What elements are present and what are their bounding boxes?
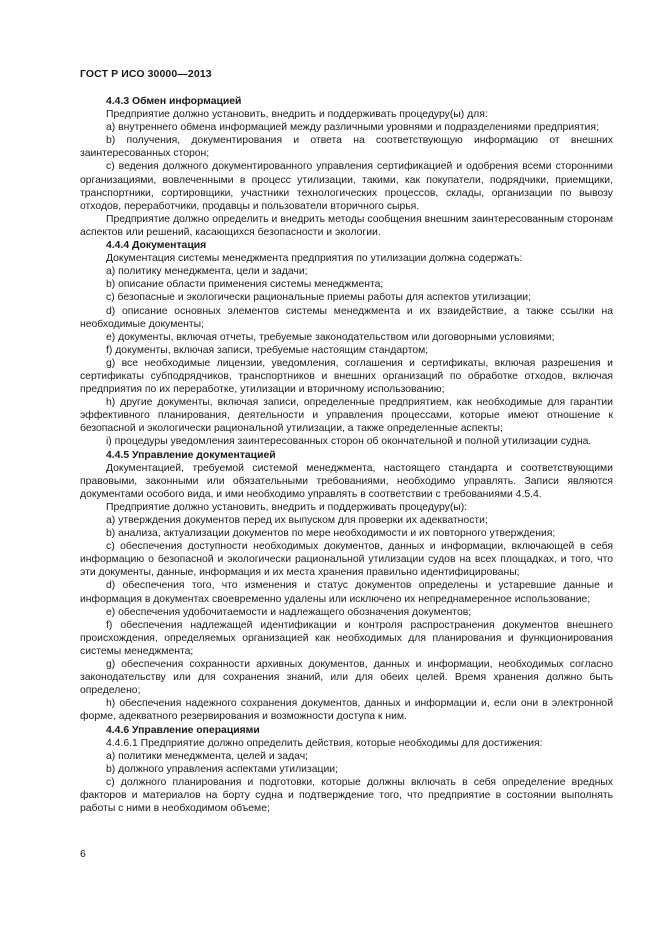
list-item: a) утверждения документов перед их выпуском для проверки их адекватности; [106,515,488,526]
document-header: ГОСТ Р ИСО 30000—2013 [80,68,212,80]
list-item: d) обеспечения того, что изменения и статус документов определены и устаревшие данные и информация в документах своевременно удалены или исключено их непреднамеренное использование; [80,580,613,605]
list-item: e) обеспечения удобочитаемости и надлежащего обозначения документов; [106,606,472,618]
list-item: f) документы, включая записи, требуемые настоящим стандартом; [106,344,429,356]
list-item: a) политики менеджмента, целей и задач; [106,750,308,762]
list-item: h) обеспечения надежного сохранения документов, данных и информации и, если они в электронной форме, адекватного резервирования и возможности доступа к ним. [80,698,613,723]
paragraph: Предприятие должно определить и внедрить методы сообщения внешним заинтересованным сторонам аспектов или решений, касающихся безопасности и экологии. [80,213,613,238]
list-item: h) другие документы, включая записи, определенные предприятием, как необходимые для гарантии эффективного планирования, деятельности и управления процессами, которые имеют отношение к безопасной и экологически рациональной утилизации, а также определенные аспекты; [80,397,613,435]
list-item: b) должного управления аспектами утилизации; [106,763,338,775]
section-heading: 4.4.6 Управление операциями [106,724,260,736]
list-item: b) описание области применения системы менеджмента; [106,279,384,291]
list-item: g) все необходимые лицензии, уведомления, соглашения и сертификаты, включая разрешения и сертификаты субподрядчиков, транспортников и внешних организаций по обработке отходов, включая предприятия по их переработке, утилизации и вторичному использованию; [80,357,613,396]
section-heading: 4.4.5 Управление документацией [106,449,276,461]
list-item: c) обеспечения доступности необходимых документов, данных и информации, включающей в себя информацию о безопасной и экологически рациональной утилизации судов на всех площадках, и того, что эти документы, данные, информация и их места хранения правильно идентифицированы; [80,541,613,579]
paragraph: Документация системы менеджмента предприятия по утилизации должна содержать: [106,253,523,265]
paragraph: 4.4.6.1 Предприятие должно определить действия, которые необходимы для достижения: [106,737,543,749]
list-item: e) документы, включая отчеты, требуемые законодательством или договорными условиями; [106,331,555,343]
list-item: f) обеспечения надлежащей идентификации и контроля распространения документов внешнего происхождения, определяемых организацией как необходимых для планирования и функционирования системы менеджмента; [80,619,613,657]
list-item: d) описание основных элементов системы менеджмента и их взаидействие, а также ссылки на необходимые документы; [80,305,613,330]
section-heading: 4.4.3 Обмен информацией [106,96,242,107]
list-item: a) внутреннего обмена информацией между различными уровнями и подразделениями предприятия; [106,122,599,134]
list-item: c) ведения должного документированного управления сертификацией и одобрения всеми сторонними организациями, вовлеченными в процесс утилизации, такими, как покупатели, подрядчики, приемщики, транспортники, сортировщики, участники технологических процессов, склады, организации по вывозу отходов, переработчики, продавцы и пользователи вторичного сырья. [80,161,613,212]
paragraph: Документацией, требуемой системой менеджмента, настоящего стандарта и соответствующими правовыми, законными или обязательными требованиями, необходимо управлять. Записи являются документами особого вида, и ими необходимо управлять в соответствии с требованиями 4.5.4. [80,462,613,500]
list-item: a) политику менеджмента, цели и задачи; [106,266,308,278]
list-item: b) анализа, актуализации документов по мере необходимости и их повторного утверждения; [106,528,556,540]
document-body [80,95,613,815]
list-item: g) обеспечения сохранности архивных документов, данных и информации, необходимых согласно законодательству или для сохранения знаний, или для обеих целей. Время хранения должно быть определено; [80,659,613,697]
list-item: c) должного планирования и подготовки, которые должны включать в себя определение вредных факторов и материалов на борту судна и подтверждение того, что предприятие в состоянии выполнять работы с ними в необходимом объеме; [80,776,613,815]
section-heading: 4.4.4 Документация [106,240,207,252]
list-item: i) процедуры уведомления заинтересованных сторон об окончательной и полной утилизации судна. [106,436,592,448]
list-item: c) безопасные и экологически рациональные приемы работы для аспектов утилизации; [106,292,531,304]
page-number: 6 [80,849,86,860]
paragraph: Предприятие должно установить, внедрить и поддерживать процедуру(ы) для: [106,109,488,121]
list-item: b) получения, документирования и ответа на соответствующую информацию от внешних заинтересованных сторон; [80,135,613,160]
paragraph: Предприятие должно установить, внедрить и поддерживать процедуру(ы): [106,501,468,513]
